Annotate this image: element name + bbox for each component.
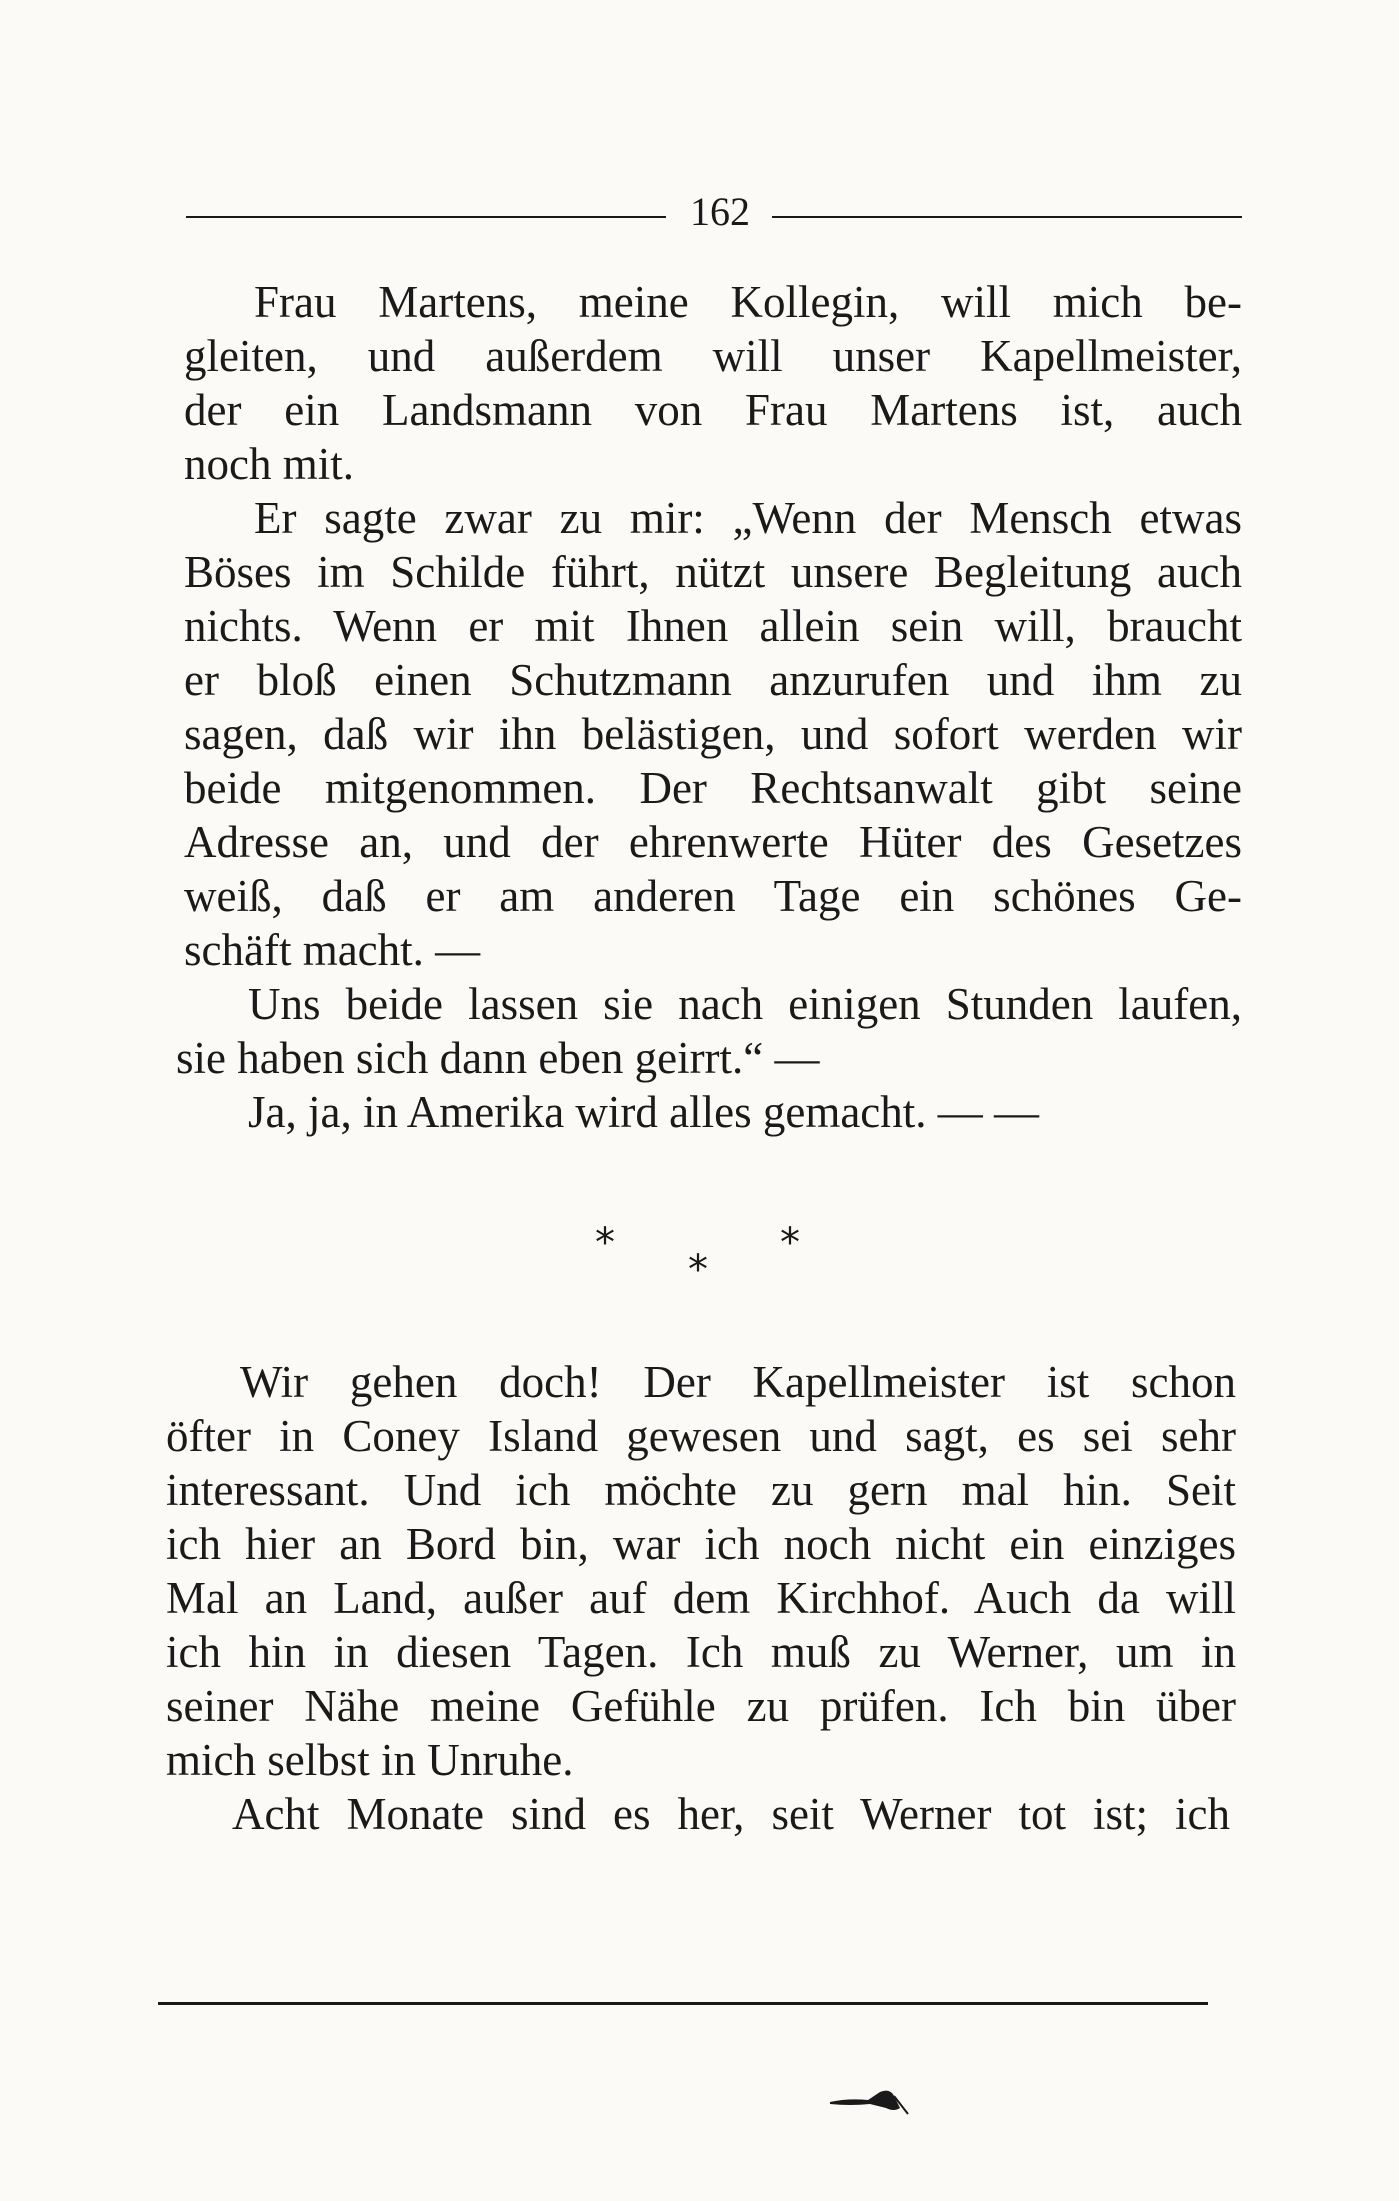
text-line: Ja, ja, in Amerika wird alles gemacht. — — [248,1087,1040,1137]
text-line: schäft macht. — [184,925,481,975]
text-line: weiß, daß er am anderen Tage ein schönes Ge- [184,871,1242,921]
text-line: Adresse an, und der ehrenwerte Hüter des Gesetzes [184,817,1242,867]
header-rule-left [186,216,666,218]
text-line: seiner Nähe meine Gefühle zu prüfen. Ich bin über [166,1681,1236,1731]
text-line: Uns beide lassen sie nach einigen Stunden laufen, [248,979,1242,1029]
header-rule-right [772,216,1242,218]
text-line: der ein Landsmann von Frau Martens ist, auch [184,385,1242,435]
text-line: ich hin in diesen Tagen. Ich muß zu Werner, um in [166,1627,1236,1677]
text-line: noch mit. [184,439,354,489]
text-line: Acht Monate sind es her, seit Werner tot ist; ich [232,1789,1230,1839]
section-break-star: * [595,1220,615,1266]
footer-rule [158,2002,1208,2005]
text-line: sagen, daß wir ihn belästigen, und sofort werden wir [184,709,1242,759]
text-line: öfter in Coney Island gewesen und sagt, es sei sehr [166,1411,1236,1461]
text-line: interessant. Und ich möchte zu gern mal hin. Seit [166,1465,1236,1515]
text-line: ich hier an Bord bin, war ich noch nicht ein einziges [166,1519,1236,1569]
text-line: nichts. Wenn er mit Ihnen allein sein will, braucht [184,601,1242,651]
text-line: Er sagte zwar zu mir: „Wenn der Mensch etwas [254,493,1242,543]
text-line: gleiten, und außerdem will unser Kapellmeister, [184,331,1242,381]
text-line: er bloß einen Schutzmann anzurufen und ihm zu [184,655,1242,705]
text-line: Mal an Land, außer auf dem Kirchhof. Auch da will [166,1573,1236,1623]
text-line: mich selbst in Unruhe. [166,1735,574,1785]
printer-ornament-icon [828,2082,918,2118]
text-line: Böses im Schilde führt, nützt unsere Begleitung auch [184,547,1242,597]
page-number: 162 [690,189,750,234]
text-line: Frau Martens, meine Kollegin, will mich be- [254,277,1242,327]
text-line: sie haben sich dann eben geirrt.“ — [176,1033,820,1083]
text-line: beide mitgenommen. Der Rechtsanwalt gibt seine [184,763,1242,813]
text-line: Wir gehen doch! Der Kapellmeister ist schon [240,1357,1236,1407]
section-break-star: * [780,1220,800,1266]
section-break-star: * [688,1247,708,1293]
